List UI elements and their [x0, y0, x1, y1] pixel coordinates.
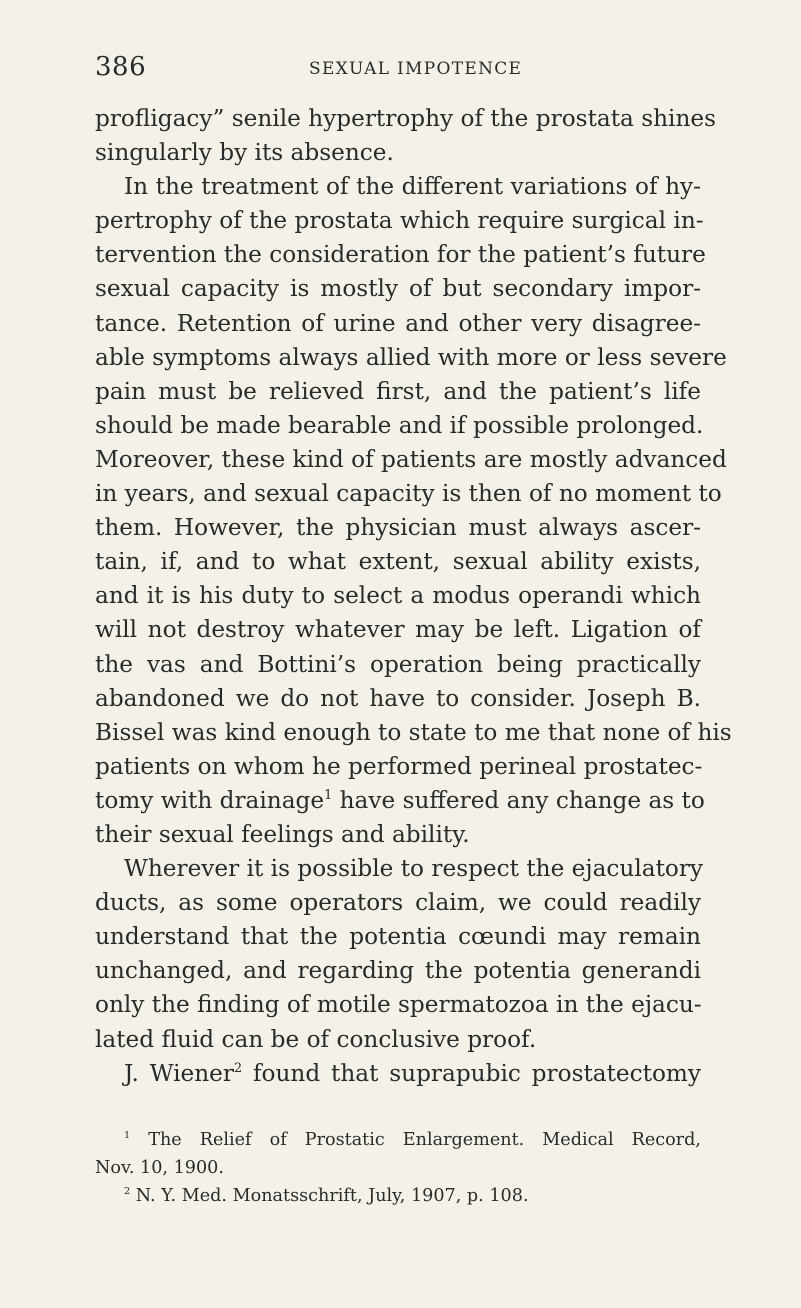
text-line: patients on whom he performed perineal prostatec- — [95, 752, 703, 780]
footnote — [95, 1182, 701, 1210]
footnotes — [95, 1126, 701, 1210]
text-segment: found that suprapubic prostatectomy — [252, 1059, 701, 1087]
footnote-marker: 2 — [124, 1186, 131, 1198]
text-line: Wherever it is possible to respect the ejaculatory — [124, 855, 704, 883]
text-line: understand that the potentia cœundi may remain — [95, 923, 701, 951]
page-number: 386 — [95, 52, 147, 82]
text-line — [95, 1057, 701, 1091]
footnote-ref: 1 — [324, 787, 333, 803]
text-line: their sexual feelings and ability. — [95, 820, 470, 848]
footnote-continuation: Nov. 10, 1900. — [95, 1158, 224, 1178]
text-line: profligacy” senile hypertrophy of the prostata shines — [95, 105, 717, 132]
text-line: pertrophy of the prostata which require surgical in- — [95, 207, 704, 235]
text-segment: J. Wiener — [124, 1059, 234, 1087]
body-text — [95, 102, 732, 1091]
text-line: tervention the consideration for the patient’s future — [95, 241, 706, 269]
text-line: unchanged, and regarding the potentia generandi — [95, 957, 701, 985]
running-title: SEXUAL IMPOTENCE — [309, 59, 523, 79]
text-line: only the finding of motile spermatozoa in the ejacu- — [95, 991, 702, 1019]
text-line: should be made bearable and if possible prolonged. — [95, 411, 704, 439]
text-line: able symptoms always allied with more or less severe — [95, 343, 727, 371]
text-line: sexual capacity is mostly of but secondary impor- — [95, 275, 701, 303]
text-line — [95, 784, 705, 818]
text-line: tain, if, and to what extent, sexual ability exists, — [95, 548, 701, 576]
text-line: them. However, the physician must always ascer- — [95, 514, 701, 542]
page-header — [95, 52, 700, 86]
text-segment: have suffered any change as to — [339, 786, 705, 814]
text-line: ducts, as some operators claim, we could readily — [95, 889, 701, 917]
footnote-text: N. Y. Med. Monatsschrift, July, 1907, p. 108. — [135, 1186, 529, 1206]
text-line: lated fluid can be of conclusive proof. — [95, 1025, 537, 1053]
text-segment: tomy with drainage — [95, 786, 325, 814]
footnote-ref: 2 — [234, 1060, 243, 1076]
text-line: the vas and Bottini’s operation being practically — [95, 650, 701, 678]
text-line: will not destroy whatever may be left. Ligation of — [95, 616, 701, 644]
text-line: pain must be relieved first, and the patient’s life — [95, 377, 701, 405]
footnote — [95, 1126, 701, 1154]
text-line: in years, and sexual capacity is then of no moment to — [95, 480, 722, 508]
footnote-text: The Relief of Prostatic Enlargement. Medical Record, — [148, 1130, 701, 1150]
text-line: Bissel was kind enough to state to me that none of his — [95, 718, 732, 746]
footnote-marker: 1 — [124, 1130, 131, 1142]
text-line: tance. Retention of urine and other very disagree- — [95, 309, 701, 337]
text-line: Moreover, these kind of patients are mostly advanced — [95, 445, 727, 473]
text-line: singularly by its absence. — [95, 139, 394, 167]
text-line: and it is his duty to select a modus operandi which — [95, 582, 701, 610]
text-line: In the treatment of the different variations of hy- — [124, 173, 701, 201]
text-line: abandoned we do not have to consider. Joseph B. — [95, 684, 701, 712]
